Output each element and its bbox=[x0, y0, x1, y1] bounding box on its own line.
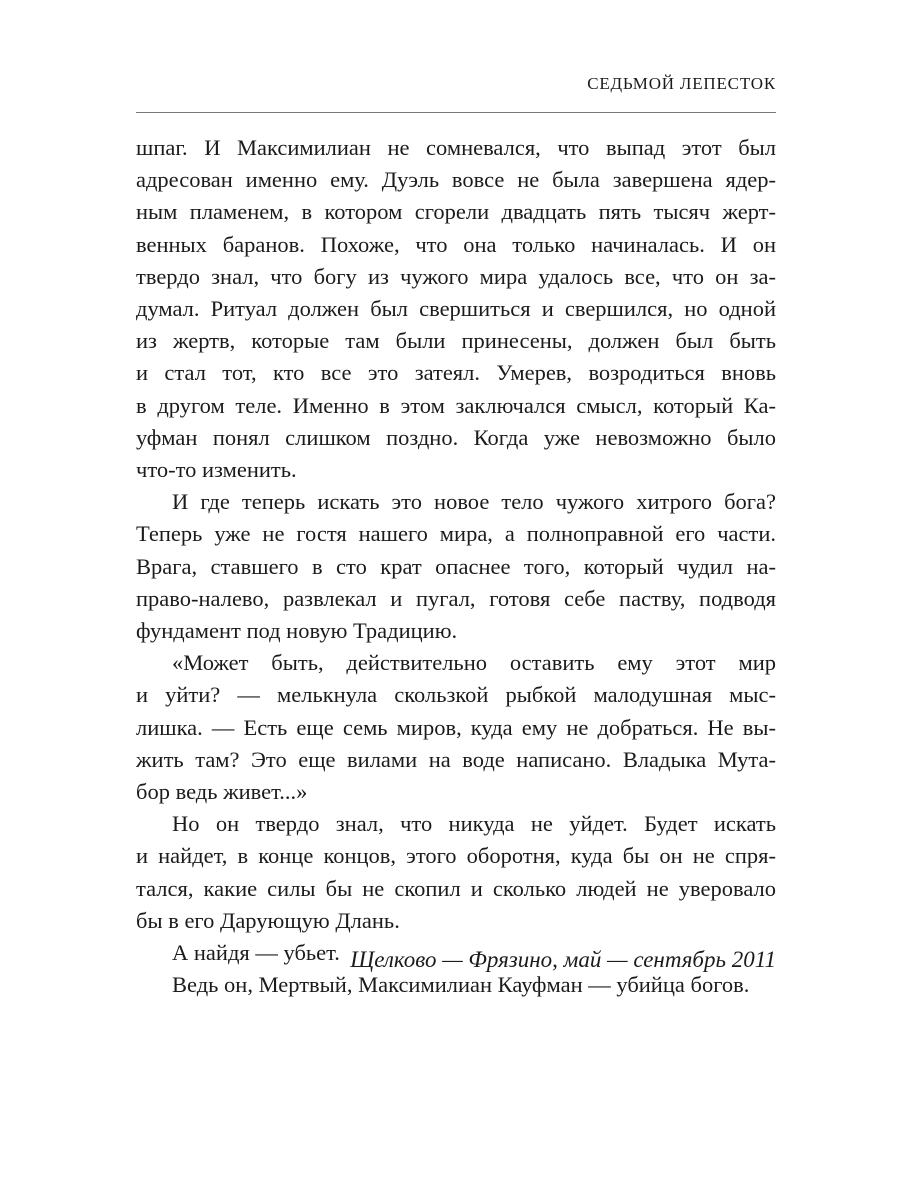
text-line: ным пламенем, в котором сгорели двадцать пять тысяч жерт- bbox=[136, 199, 776, 225]
body-text bbox=[136, 132, 776, 1001]
text-line: фундамент под новую Традицию. bbox=[136, 618, 458, 644]
text-line: шпаг. И Максимилиан не сомневался, что выпад этот был bbox=[136, 135, 776, 160]
text-line: адресован именно ему. Дуэль вовсе не была завершена ядер- bbox=[136, 167, 776, 193]
text-line: И где теперь искать это новое тело чужого хитрого бога? bbox=[172, 489, 776, 515]
text-line: бор ведь живет...» bbox=[136, 779, 308, 805]
text-line: лишка. — Есть еще семь миров, куда ему не добраться. Не вы- bbox=[136, 714, 776, 740]
text-line: тался, какие силы бы не скопил и сколько людей не уверовало bbox=[136, 875, 776, 901]
text-line: из жертв, которые там были принесены, должен был быть bbox=[136, 328, 776, 354]
text-line: Но он твердо знал, что никуда не уйдет. Будет искать bbox=[172, 811, 776, 837]
text-line: уфман понял слишком поздно. Когда уже невозможно было bbox=[136, 424, 776, 450]
text-line: бы в его Дарующую Длань. bbox=[136, 907, 400, 933]
text-line: Врага, ставшего в сто крат опаснее того, который чудил на- bbox=[136, 553, 776, 579]
text-line: Ведь он, Мертвый, Максимилиан Кауфман — убийца богов. bbox=[172, 972, 750, 998]
text-line: и уйти? — мелькнула скользкой рыбкой малодушная мыс- bbox=[136, 682, 776, 708]
text-line: «Может быть, действительно оставить ему этот мир bbox=[172, 650, 776, 676]
text-line: твердо знал, что богу из чужого мира удалось все, что он за- bbox=[136, 263, 776, 289]
text-line: в другом теле. Именно в этом заключался смысл, который Ка- bbox=[136, 392, 776, 418]
text-line: право-налево, развлекал и пугал, готовя себе паству, подводя bbox=[136, 585, 776, 611]
text-line: А найдя — убьет. bbox=[172, 940, 340, 966]
place-date-signature: Щелково — Фрязино, май — сентябрь 2011 bbox=[350, 947, 776, 972]
text-line: венных баранов. Похоже, что она только начиналась. И он bbox=[136, 231, 776, 257]
text-line: жить там? Это еще вилами на воде написано. Владыка Мута- bbox=[136, 746, 776, 772]
text-line: и найдет, в конце концов, этого оборотня, куда бы он не спря- bbox=[136, 843, 776, 869]
running-head-title: СЕДЬМОЙ ЛЕПЕСТОК bbox=[587, 74, 776, 93]
text-line: думал. Ритуал должен был свершиться и свершился, но одной bbox=[136, 296, 776, 322]
text-line: Теперь уже не гостя нашего мира, а полноправной его части. bbox=[136, 521, 776, 547]
text-line: что-то изменить. bbox=[136, 457, 297, 483]
text-line: и стал тот, кто все это затеял. Умерев, возродиться вновь bbox=[136, 360, 776, 386]
header-rule bbox=[136, 112, 776, 113]
